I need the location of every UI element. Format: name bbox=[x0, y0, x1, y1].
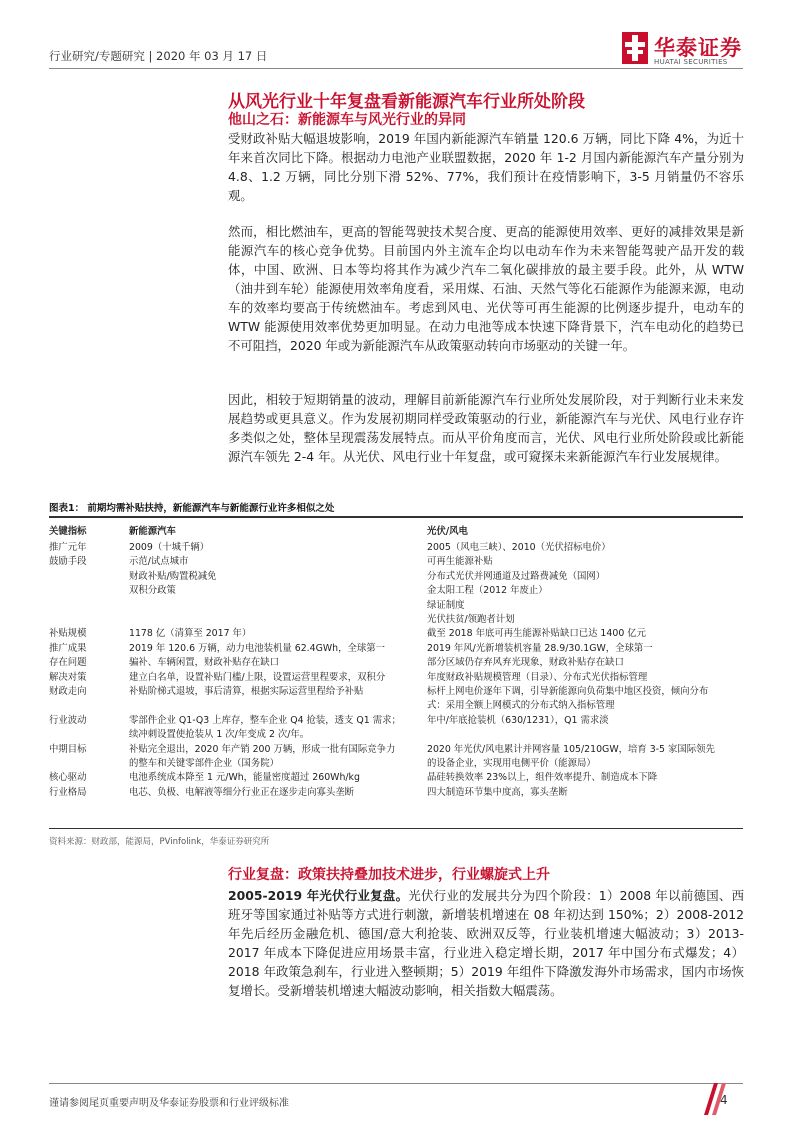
cell-line: 式：采用全额上网模式的分布式纳入指标管理 bbox=[427, 700, 615, 712]
header-nev: 新能源汽车 bbox=[129, 526, 176, 537]
cell-line: 分布式光伏并网通道及过路费减免（国网） bbox=[427, 570, 606, 582]
table-row bbox=[49, 669, 743, 683]
cell-line: 补贴完全退出，2020 年产销 200 万辆，形成一批有国际竞争力 bbox=[129, 743, 396, 755]
row-nev-cell bbox=[129, 769, 429, 783]
cell-line: 2005（风电三峡）、2010（光伏招标电价） bbox=[427, 542, 611, 553]
row-pv-cell bbox=[427, 784, 743, 798]
footer-disclaimer: 谨请参阅尾页重要声明及华泰证券股票和行业评级标准 bbox=[49, 1098, 289, 1109]
cell-line: 2019 年风/光新增装机容量 28.9/30.1GW，全球第一 bbox=[427, 642, 653, 654]
cell-line: 的整车和关键零部件企业（国务院） bbox=[129, 757, 280, 769]
cell-line: 补贴阶梯式退坡，事后清算，根据实际运营里程给予补贴 bbox=[129, 685, 364, 697]
cell-line: 的设备企业，实现用电侧平价（能源局） bbox=[427, 757, 596, 769]
row-key: 核心驱动 bbox=[49, 772, 87, 784]
footer-divider bbox=[49, 1083, 743, 1084]
header-pv-wind: 光伏/风电 bbox=[427, 526, 468, 537]
header-key: 关键指标 bbox=[49, 526, 87, 537]
page-number: 4 bbox=[720, 1093, 728, 1107]
cell-line: 2020 年光伏/风电累计并网容量 105/210GW，培育 3-5 家国际领先 bbox=[427, 743, 715, 755]
paragraph-2: 然而，相比燃油车，更高的智能驾驶技术契合度、更高的能源使用效率、更好的减排效果是新能源汽车的核心竞争优势。目前国内外主流车企均以电动车作为未来智能驾驶产品开发的载体，中国、欧洲、日本等均将其作为减少汽车二氧化碳排放的最主要手段。此外，从 WTW（油井到车轮）能源使用效率角度看，采用煤、石油、天然气等化石能源作为能源来源，电动车的效率均要高于传统燃油车。考虑到风电、光伏等可再生能源的比例逐步提升，电动车的 WTW 能源使用效率优势更加明显。在动力电池等成本快速下降背景下，汽车电动化的趋势已不可阻挡，2020 年或为新能源汽车从政策驱动转向市场驱动的关键一年。 bbox=[228, 224, 744, 353]
table-body bbox=[49, 539, 743, 798]
cell-line: 续冲刺设置使抢装从 1 次/年变成 2 次/年。 bbox=[129, 729, 310, 741]
figure-title: 图表1： 前期均需补贴扶持，新能源汽车与新能源行业许多相似之处 bbox=[49, 503, 335, 514]
page-header: 行业研究/专题研究 | 2020 年 03 月 17 日 bbox=[49, 49, 268, 63]
row-nev-cell bbox=[129, 553, 429, 596]
cell-line: 截至 2018 年底可再生能源补贴缺口已达 1400 亿元 bbox=[427, 628, 647, 640]
cell-line: 部分区域仍存弃风弃光现象，财政补贴存在缺口 bbox=[427, 657, 624, 669]
row-pv-cell bbox=[427, 539, 743, 553]
cell-line: 四大制造环节集中度高，寡头垄断 bbox=[427, 786, 568, 798]
page-title: 从风光行业十年复盘看新能源汽车行业所处阶段 bbox=[228, 92, 585, 112]
cell-line: 零部件企业 Q1-Q3 上库存，整车企业 Q4 抢装，透支 Q1 需求； bbox=[129, 714, 401, 726]
paragraph-3: 因此，相较于短期销量的波动，理解目前新能源汽车行业所处发展阶段，对于判断行业未来发展趋势或更具意义。作为发展初期同样受政策驱动的行业，新能源汽车与光伏、风电行业存许多类似之处，整体呈现震荡发展特点。而从平价角度而言，光伏、风电行业所处阶段或比新能源汽车领先 2-4 年。从光伏、风电行业十年复盘，或可窥探未来新能源汽车行业发展规律。 bbox=[228, 392, 744, 464]
row-nev-cell bbox=[129, 640, 429, 654]
row-pv-cell bbox=[427, 640, 743, 654]
row-nev-cell bbox=[129, 625, 429, 639]
table-row bbox=[49, 539, 743, 553]
cell-line: 光伏扶贫/领跑者计划 bbox=[427, 613, 515, 625]
source-note: 资料来源：财政部，能源局，PVinfolink，华泰证券研究所 bbox=[49, 837, 270, 847]
cell-line: 示范/试点城市 bbox=[129, 556, 189, 568]
cell-line: 1178 亿（清算至 2017 年） bbox=[129, 628, 252, 640]
cell-line: 年中/年底抢装机（630/1231），Q1 需求淡 bbox=[427, 714, 609, 726]
table-row bbox=[49, 654, 743, 668]
cell-line: 晶硅转换效率 23%以上，组件效率提升、制造成本下降 bbox=[427, 772, 658, 784]
row-pv-cell bbox=[427, 712, 743, 726]
row-pv-cell bbox=[427, 654, 743, 668]
row-pv-cell bbox=[427, 741, 743, 770]
row-key: 财政走向 bbox=[49, 685, 87, 697]
huatai-logo bbox=[622, 32, 744, 68]
section3-body: 光伏行业的发展共分为四个阶段：1）2008 年以前德国、西班牙等国家通过补贴等方式进行刺激，新增装机增速在 08 年初达到 150%；2）2008-2012 年先后经历金融危机、德国/意大利抢装、欧洲双反等，行业装机增速大幅波动；3）2013-2017 年成本下降促进应用场景丰富，行业进入稳定增长期，2017 年中国分布式爆发；4）2018 年政策急刹车，行业进入整顿期；5）2019 年组件下降激发海外市场需求，国内市场恢复增长。受新增装机增速大幅波动影响，相关指数大幅震荡。 bbox=[228, 888, 744, 998]
section-subtitle: 他山之石：新能源车与风光行业的异同 bbox=[228, 112, 466, 128]
cell-line: 标杆上网电价逐年下调，引导新能源向负荷集中地区投资，倾向分布 bbox=[427, 685, 709, 697]
logo-text-en: HUATAI SECURITIES bbox=[654, 58, 728, 66]
row-nev-cell bbox=[129, 784, 429, 798]
row-pv-cell bbox=[427, 669, 743, 683]
cell-line: 建立白名单，设置补贴门槛/上限，设置运营里程要求，双积分 bbox=[129, 671, 386, 683]
table-row bbox=[49, 741, 743, 770]
cell-line: 年度财政补贴规模管理（目录）、分布式光伏指标管理 bbox=[427, 671, 648, 683]
table-bottom-rule bbox=[49, 828, 743, 829]
row-nev-cell bbox=[129, 654, 429, 668]
cell-line: 绿证制度 bbox=[427, 599, 465, 611]
huatai-logo-icon bbox=[622, 32, 648, 64]
logo-text-cn: 华泰证券 bbox=[654, 36, 742, 60]
row-key: 推广成果 bbox=[49, 642, 87, 654]
row-key: 行业波动 bbox=[49, 714, 87, 726]
row-key: 行业格局 bbox=[49, 786, 87, 798]
row-nev-cell bbox=[129, 741, 429, 770]
row-key: 补贴规模 bbox=[49, 628, 87, 640]
row-pv-cell bbox=[427, 769, 743, 783]
section3-lead: 2005-2019 年光伏行业复盘。 bbox=[228, 888, 409, 903]
row-key: 推广元年 bbox=[49, 542, 87, 553]
row-nev-cell bbox=[129, 539, 429, 553]
comparison-table bbox=[49, 523, 743, 798]
table-row bbox=[49, 769, 743, 783]
row-nev-cell bbox=[129, 683, 429, 697]
table-row bbox=[49, 683, 743, 712]
cell-line: 骗补、车辆闲置，财政补贴存在缺口 bbox=[129, 657, 280, 669]
cell-line: 电池系统成本降至 1 元/Wh，能量密度超过 260Wh/kg bbox=[129, 772, 360, 784]
section3-paragraph bbox=[228, 886, 744, 1000]
table-row bbox=[49, 625, 743, 639]
cell-line: 可再生能源补贴 bbox=[427, 556, 493, 568]
paragraph-1: 受财政补贴大幅退坡影响，2019 年国内新能源汽车销量 120.6 万辆，同比下降 4%，为近十年来首次同比下降。根据动力电池产业联盟数据，2020 年 1-2 月国内新能源汽车产量分别为 4.8、1.2 万辆，同比分别下滑 52%、77%，我们预计在疫情影响下，3-5 月销量仍不容乐观。 bbox=[228, 131, 744, 203]
cell-line: 金太阳工程（2012 年废止） bbox=[427, 585, 548, 597]
header-divider bbox=[49, 68, 743, 69]
row-pv-cell bbox=[427, 683, 743, 712]
table-row bbox=[49, 784, 743, 798]
row-pv-cell bbox=[427, 553, 743, 625]
cell-line: 双积分政策 bbox=[129, 585, 176, 597]
table-top-rule bbox=[49, 516, 743, 518]
table-row bbox=[49, 712, 743, 741]
section3-title: 行业复盘：政策扶持叠加技术进步，行业螺旋式上升 bbox=[228, 867, 550, 883]
row-pv-cell bbox=[427, 625, 743, 639]
table-row bbox=[49, 640, 743, 654]
cell-line: 电芯、负极、电解液等细分行业正在逐步走向寡头垄断 bbox=[129, 786, 355, 798]
row-nev-cell bbox=[129, 712, 429, 741]
row-key: 存在问题 bbox=[49, 657, 87, 669]
row-key: 中期目标 bbox=[49, 743, 87, 755]
cell-line: 财政补贴/购置税减免 bbox=[129, 570, 217, 582]
row-key: 解决对策 bbox=[49, 671, 87, 683]
row-key: 鼓励手段 bbox=[49, 556, 87, 568]
table-row bbox=[49, 553, 743, 625]
row-nev-cell bbox=[129, 669, 429, 683]
table-header bbox=[49, 523, 743, 539]
cell-line: 2019 年 120.6 万辆，动力电池装机量 62.4GWh，全球第一 bbox=[129, 642, 385, 654]
cell-line: 2009（十城千辆） bbox=[129, 542, 210, 553]
